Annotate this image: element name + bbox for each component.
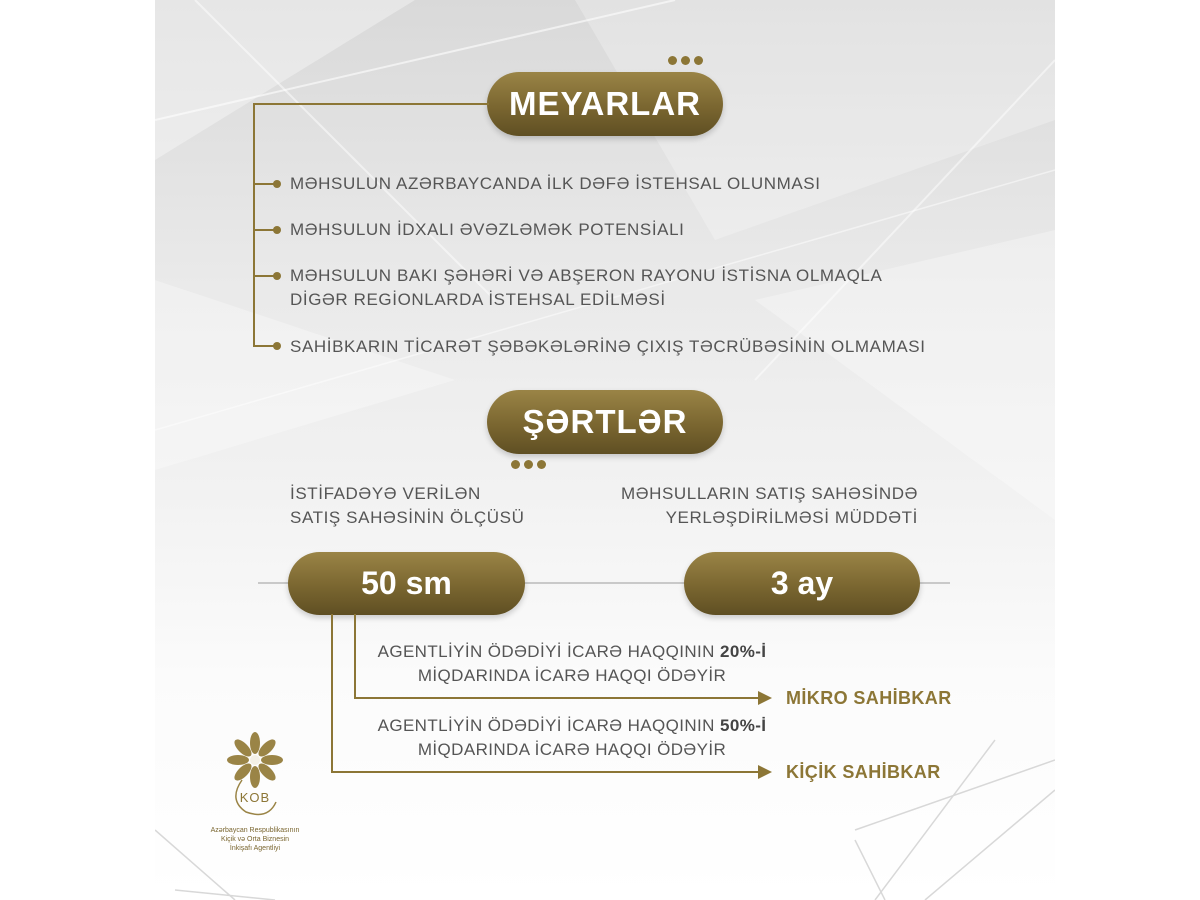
logo-name: KOB: [239, 790, 271, 805]
area-label: [290, 482, 524, 530]
area-label-line1: İSTİFADƏYƏ VERİLƏN: [290, 484, 481, 503]
micro-fee-text-before: AGENTLİYİN ÖDƏDİYİ İCARƏ HAQQININ: [377, 642, 720, 661]
kob-logo-icon: [222, 730, 288, 822]
small-fee-text: [362, 714, 782, 762]
conditions-title: ŞƏRTLƏR: [487, 390, 723, 454]
criteria-item-3: [290, 264, 882, 312]
logo-caption-line1: Azərbaycan Respublikasının: [210, 827, 300, 834]
criteria-item-4: [290, 335, 926, 359]
small-fee-percent: 50%-İ: [719, 716, 767, 735]
duration-value-badge: 3 ay: [684, 552, 920, 615]
criteria-item-1: [290, 172, 821, 196]
criteria-connector-line: [253, 103, 489, 105]
duration-label: [600, 482, 918, 530]
criteria-item-3-line2: DİGƏR REGİONLARDA İSTEHSAL EDİLMƏSİ: [290, 290, 666, 309]
micro-arrow-icon: [758, 691, 772, 705]
criteria-title: MEYARLAR: [487, 72, 723, 136]
micro-fee-text: [362, 640, 782, 688]
duration-label-line2: YERLƏŞDİRİLMƏSİ MÜDDƏTİ: [665, 508, 918, 527]
micro-fee-line2: MİQDARINDA İCARƏ HAQQI ÖDƏYİR: [417, 666, 727, 685]
logo-caption: [200, 826, 310, 853]
bullet-connector: [253, 183, 275, 185]
bullet-connector: [253, 345, 275, 347]
criteria-vertical-line: [253, 103, 255, 347]
micro-arrow-line: [354, 697, 760, 699]
small-fee-line2: MİQDARINDA İCARƏ HAQQI ÖDƏYİR: [417, 740, 727, 759]
small-fee-text-before: AGENTLİYİN ÖDƏDİYİ İCARƏ HAQQININ: [377, 716, 720, 735]
decorative-dots: [511, 460, 546, 469]
small-arrow-icon: [758, 765, 772, 779]
bullet-dot: [273, 226, 281, 234]
criteria-item-3-line1: MƏHSULUN BAKI ŞƏHƏRİ VƏ ABŞERON RAYONU İSTİSNA OLMAQLA: [290, 266, 883, 285]
criteria-item-4-line1: SAHİBKARIN TİCARƏT ŞƏBƏKƏLƏRİNƏ ÇIXIŞ TƏCRÜBƏSİNİN OLMAMASI: [290, 337, 926, 356]
micro-business-label: MİKRO SAHİBKAR: [786, 688, 952, 708]
area-value-badge: 50 sm: [288, 552, 525, 615]
bullet-dot: [273, 180, 281, 188]
bullet-dot: [273, 342, 281, 350]
small-business-label: KİÇİK SAHİBKAR: [786, 762, 941, 782]
micro-fee-percent: 20%-İ: [719, 642, 767, 661]
logo-caption-line2: Kiçik və Orta Biznesin: [220, 836, 290, 843]
small-branch-line: [331, 614, 333, 772]
criteria-item-2: [290, 218, 684, 242]
bullet-connector: [253, 229, 275, 231]
duration-label-line1: MƏHSULLARIN SATIŞ SAHƏSİNDƏ: [620, 484, 918, 503]
criteria-item-1-line1: MƏHSULUN AZƏRBAYCANDA İLK DƏFƏ İSTEHSAL OLUNMASI: [290, 174, 821, 193]
bullet-connector: [253, 275, 275, 277]
area-label-line2: SATIŞ SAHƏSİNİN ÖLÇÜSÜ: [290, 508, 525, 527]
micro-branch-line: [354, 614, 356, 698]
decorative-dots: [668, 56, 703, 65]
small-arrow-line: [331, 771, 760, 773]
bullet-dot: [273, 272, 281, 280]
criteria-item-2-line1: MƏHSULUN İDXALI ƏVƏZLƏMƏK POTENSİALI: [290, 220, 685, 239]
logo-caption-line3: İnkişafı Agentliyi: [229, 845, 281, 852]
